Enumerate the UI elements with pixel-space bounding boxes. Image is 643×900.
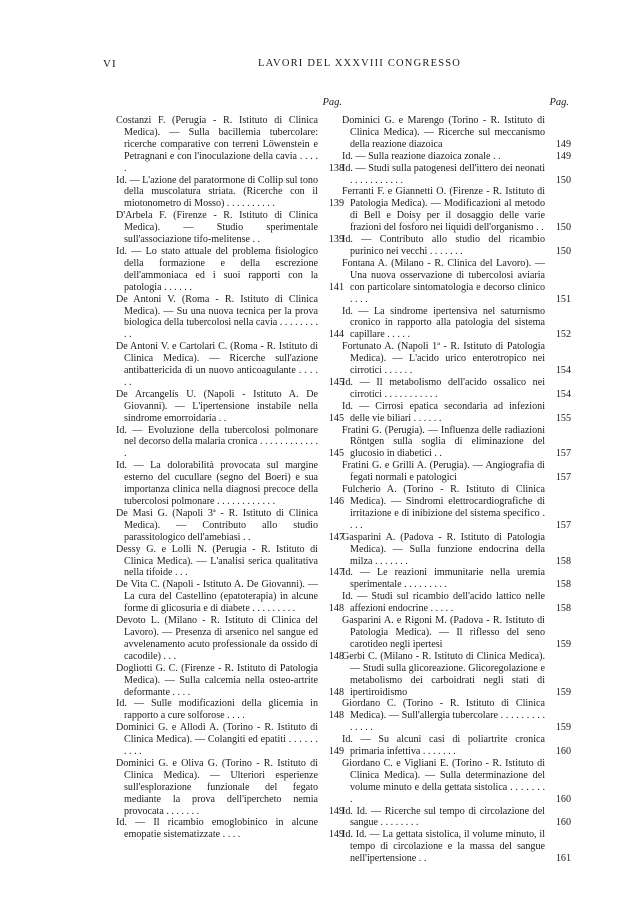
index-entry <box>116 758 344 818</box>
entry-page-number: 148 <box>328 686 344 698</box>
entry-text: Fulcherio A. (Torino - R. Istituto di Clinica Medica). — Sindromi elettrocardiografiche di irritazione e di inibizione del sistema specifico . . . . <box>342 484 545 531</box>
entry-text: Dominici G. e Marengo (Torino - R. Istituto di Clinica Medica). — Ricerche sul meccanismo della reazione diazoica <box>342 115 545 150</box>
entry-text: Id. — Lo stato attuale del problema fisiologico della formazione e della escrezione dell'ammoniaca ed i suoi rapporti con la patologia . . . . . . <box>116 245 318 293</box>
entry-text: De Masi G. (Napoli 3ª - R. Istituto di Clinica Medica). — Contributo allo studio parassitologico dell'amebiasi . . <box>116 507 318 543</box>
entry-page-number: 157 <box>555 448 571 460</box>
index-entry <box>116 210 344 246</box>
entry-text: Id. — Studi sul ricambio dell'acido lattico nelle affezioni endocrine . . . . . <box>342 591 545 615</box>
entry-text: Fratini G. e Grilli A. (Perugia). — Angiografia di fegati normali e patologici <box>342 460 545 484</box>
entry-text: Dessy G. e Lolli N. (Perugia - R. Istituto di Clinica Medica). — L'analisi serica qualitativa nella tifoide . . . <box>116 543 318 579</box>
index-entry <box>342 484 571 532</box>
index-entry <box>116 115 344 175</box>
entry-text: Id. — Sulla reazione diazoica zonale . . <box>342 150 501 162</box>
entry-text: Id. — Su alcuni casi di poliartrite cronica primaria infettiva . . . . . . . <box>342 734 545 758</box>
entry-text: Id. Id. — Ricerche sul tempo di circolazione del sangue . . . . . . . . <box>342 805 545 829</box>
index-entry <box>342 115 571 151</box>
entry-text: Id. — Studi sulla patogenesi dell'ittero dei neonati . . . . . . . . . . . <box>342 162 545 186</box>
entry-text: Dominici G. e Oliva G. (Torino - R. Istituto di Clinica Medica). — Ulteriori esperienze sull'esplorazione funzionale del fegato mediante la prova dell'ipercheto nemia provocata . . . . . . . <box>116 757 318 817</box>
index-entry <box>342 829 571 865</box>
entry-text: Fontana A. (Milano - R. Clinica del Lavoro). — Una nuova osservazione di tubercolosi aviaria con particolare sintomatologia e decorso clinico . . . . <box>342 257 545 305</box>
entry-page-number: 144 <box>328 329 344 341</box>
index-entry <box>342 306 571 342</box>
index-column-left <box>116 96 344 841</box>
index-entry <box>342 258 571 306</box>
entry-page-number: 149 <box>328 829 344 841</box>
entry-page-number: 151 <box>555 293 571 305</box>
entry-text: Id. — Cirrosi epatica secondaria ad infezioni delle vie biliari . . . . . . <box>342 400 545 424</box>
entry-text: Id. — Il metabolismo dell'acido ossalico nei cirrotici . . . . . . . . . . . <box>342 376 545 400</box>
index-entry <box>116 294 344 342</box>
entry-page-number: 146 <box>328 496 344 507</box>
entry-text: Id. — Evoluzione della tubercolosi polmonare nel decorso della malaria cronica . . . . . . . . . . . . . <box>116 424 318 460</box>
entry-page-number: 149 <box>555 138 571 150</box>
entry-page-number: 149 <box>555 150 571 162</box>
entry-page-number: 149 <box>328 746 344 758</box>
entry-text: Costanzi F. (Perugia - R. Istituto di Clinica Medica). — Sulla bacillemia tubercolare: ricerche comparative con terreni Löwenstein e Petragnani e con l'inoculazione della cavia . . . . . <box>116 115 318 174</box>
entries-right <box>342 115 571 865</box>
entry-page-number: 148 <box>328 603 344 615</box>
entry-text: De Antoni V. (Roma - R. Istituto di Clinica Medica). — Su una nuova tecnica per la prova biologica della tubercolosi nella cavia . . . . . . . . . . <box>116 293 318 341</box>
entry-page-number: 145 <box>328 412 344 424</box>
entry-page-number: 154 <box>555 365 571 377</box>
entry-text: Id. — Contributo allo studio del ricambio purinico nei vecchi . . . . . . . <box>342 234 545 257</box>
running-title: LAVORI DEL XXXVIII CONGRESSO <box>258 58 462 69</box>
entry-page-number: 149 <box>328 805 344 817</box>
entry-page-number: 139 <box>328 198 344 210</box>
entry-text: Fortunato A. (Napoli 1ª - R. Istituto di Patologia Medica). — L'acido urico enterotropico nei cirrotici . . . . . . <box>342 341 545 377</box>
index-entry <box>342 651 571 699</box>
entry-page-number: 160 <box>555 793 571 805</box>
index-entry <box>342 377 571 401</box>
entry-text: Id. — La dolorabilità provocata sul margine esterno del cucullare (segno del Boeri) e sua importanza clinica nella diagnosi precoce della tubercolosi polmonare . . . . . . . . . . . . <box>116 460 318 507</box>
index-entry <box>342 186 571 234</box>
index-entry <box>116 817 344 841</box>
entry-page-number: 138 <box>328 162 344 174</box>
entry-page-number: 150 <box>555 174 571 186</box>
entry-page-number: 141 <box>328 281 344 293</box>
index-entry <box>342 425 571 461</box>
entry-page-number: 157 <box>555 472 571 484</box>
entry-text: Id. — L'azione del paratormone di Collip sul tono della muscolatura striata. (Ricerche con il miotonometro di Mosso) . . . . . . . . . . <box>116 174 318 210</box>
entry-text: Giordano C. e Vigliani E. (Torino - R. Istituto di Clinica Medica). — Sulla determinazione del volume minuto e della gettata sistolica . . . . . . . . <box>342 757 545 805</box>
entry-text: Devoto L. (Milano - R. Istituto di Clinica del Lavoro). — Presenza di arsenico nel sangue ed avvelenamento acuto professionale da ossido di cacodile) . . . <box>116 615 318 662</box>
entry-page-number: 161 <box>555 853 571 865</box>
entry-page-number: 158 <box>555 555 571 567</box>
index-entry <box>116 615 344 663</box>
entry-page-number: 148 <box>328 650 344 662</box>
entry-page-number: 155 <box>555 412 571 424</box>
pag-label-left: Pag. <box>322 97 342 108</box>
index-entry <box>342 460 571 484</box>
entry-text: D'Arbela F. (Firenze - R. Istituto di Clinica Medica). — Studio sperimentale sull'associazione tifo-melitense . . <box>116 210 318 246</box>
entry-page-number: 158 <box>555 603 571 615</box>
entry-page-number: 154 <box>555 388 571 400</box>
running-header <box>0 58 643 74</box>
index-entry <box>116 579 344 615</box>
entry-page-number: 152 <box>555 329 571 341</box>
index-entry <box>116 341 344 389</box>
entry-text: De Vita C. (Napoli - Istituto A. De Giovanni). — La cura del Castellino (epatoterapia) in alcune forme di glicosuria e di diabete . . . . . . . . . <box>116 579 318 615</box>
entry-text: Fratini G. (Perugia). — Influenza delle radiazioni Röntgen sulla soglia di eliminazione del glucosio in diabetici . . <box>342 424 545 460</box>
index-entry <box>342 758 571 806</box>
index-entry <box>342 615 571 651</box>
index-entry <box>342 163 571 187</box>
entry-text: Id. — Le reazioni immunitarie nella uremia sperimentale . . . . . . . . . <box>342 567 545 591</box>
index-entry <box>116 722 344 758</box>
entry-page-number: 159 <box>555 686 571 698</box>
entry-page-number: 157 <box>555 519 571 531</box>
entry-text: Gerbi C. (Milano - R. Istituto di Clinica Medica). — Studi sulla glicoreazione. Glicoregolazione e metabolismo dei carboidrati negli stati di ipertiroidismo <box>342 650 545 698</box>
entry-text: Id. — La sindrome ipertensiva nel saturnismo cronico in rapporto alla patologia del sistema capillare . . . . . <box>342 305 545 341</box>
entry-text: De Antoni V. e Cartolari C. (Roma - R. Istituto di Clinica Medica). — Ricerche sull'azione antibattericida di un nuovo anticoagulante . . . . . . <box>116 341 318 388</box>
entry-text: De Arcangelis U. (Napoli - Istituto A. De Giovanni). — L'ipertensione instabile nella sindrome emorroidaria . . <box>116 388 318 424</box>
index-entry <box>116 425 344 461</box>
entries-left <box>116 115 344 841</box>
index-entry <box>342 567 571 591</box>
entry-text: Gasparini A. e Rigoni M. (Padova - R. Istituto di Patologia Medica). — Il riflesso del seno carotideo negli ipertesi <box>342 615 545 650</box>
index-entry <box>342 234 571 258</box>
index-entry <box>342 591 571 615</box>
pag-label-right: Pag. <box>549 97 569 108</box>
entry-text: Id. — Sulle modificazioni della glicemia in rapporto a cure solforose . . . . <box>116 698 318 722</box>
entry-text: Giordano C. (Torino - R. Istituto di Clinica Medica). — Sull'allergia tubercolare . . . . . . . . . . . . . . <box>342 698 545 734</box>
entry-page-number: 147 <box>328 567 344 579</box>
index-entry <box>342 151 571 163</box>
index-entry <box>342 341 571 377</box>
index-entry <box>342 401 571 425</box>
entry-page-number: 145 <box>328 376 344 388</box>
index-entry <box>116 544 344 580</box>
entry-page-number: 160 <box>555 746 571 758</box>
entry-page-number: 150 <box>555 245 571 257</box>
entry-page-number: 150 <box>555 222 571 234</box>
index-entry <box>116 460 344 508</box>
entry-page-number: 148 <box>328 710 344 722</box>
entry-text: Dominici G. e Allodi A. (Torino - R. Istituto di Clinica Medica). — Colangiti ed epatiti . . . . . . . . . . <box>116 722 318 758</box>
index-entry <box>116 389 344 425</box>
entry-page-number: 159 <box>555 722 571 734</box>
index-entry <box>342 532 571 568</box>
entry-page-number: 147 <box>328 531 344 543</box>
entry-page-number: 158 <box>555 579 571 591</box>
entry-text: Id. — Il ricambio emoglobinico in alcune emopatie sistematizzate . . . . <box>116 817 318 841</box>
entry-text: Ferranti F. e Giannetti O. (Firenze - R. Istituto di Patologia Medica). — Modificazioni al metodo di Bell e Doisy per il dosaggio delle varie frazioni del fosforo nei liquidi dell'organismo . . <box>342 186 545 234</box>
index-entry <box>116 698 344 722</box>
entry-text: Gasparini A. (Padova - R. Istituto di Patologia Medica). — Sulla funzione endocrina della milza . . . . . . . <box>342 531 545 567</box>
page-number: VI <box>103 58 117 70</box>
entry-page-number: 159 <box>555 638 571 650</box>
index-entry <box>342 806 571 830</box>
entry-page-number: 160 <box>555 817 571 829</box>
entry-text: Dogliotti G. C. (Firenze - R. Istituto di Patologia Medica). — Sulla calcemia nella osteo-artrite deformante . . . . <box>116 662 318 698</box>
index-entry <box>116 175 344 211</box>
index-entry <box>342 698 571 734</box>
entry-text: Id. Id. — La gettata sistolica, il volume minuto, il tempo di circolazione e la massa del sangue nell'ipertensione . . <box>342 829 545 865</box>
index-column-right <box>342 96 571 865</box>
index-entry <box>116 246 344 294</box>
index-entry <box>116 663 344 699</box>
index-entry <box>342 734 571 758</box>
entry-page-number: 145 <box>328 448 344 460</box>
index-entry <box>116 508 344 544</box>
entry-page-number: 139 <box>328 234 344 246</box>
